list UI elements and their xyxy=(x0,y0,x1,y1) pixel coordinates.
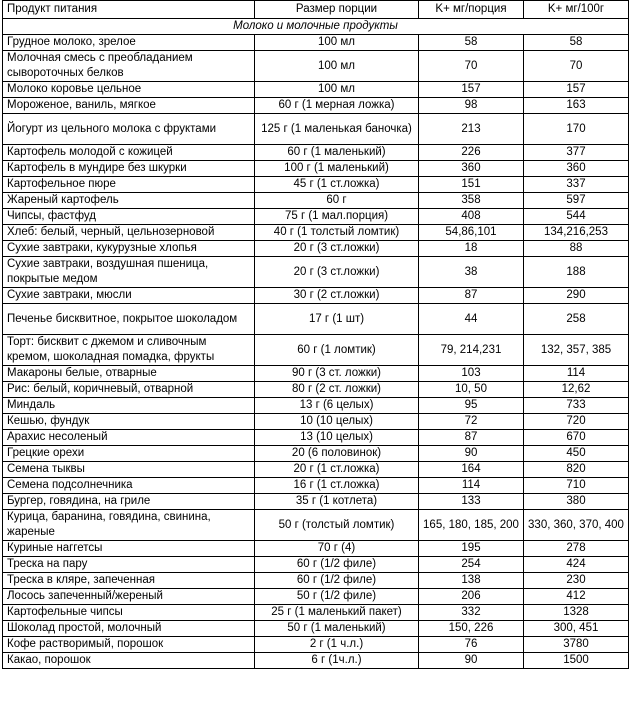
table-row xyxy=(3,541,629,557)
cell-portion: 80 г (2 ст. ложки) xyxy=(255,382,419,398)
cell-portion: 90 г (3 ст. ложки) xyxy=(255,366,419,382)
cell-k-portion: 213 xyxy=(419,114,524,145)
cell-product: Мороженое, ваниль, мягкое xyxy=(3,98,255,114)
table-row xyxy=(3,98,629,114)
cell-product: Бургер, говядина, на гриле xyxy=(3,494,255,510)
cell-product: Жареный картофель xyxy=(3,193,255,209)
cell-product: Треска на пару xyxy=(3,557,255,573)
cell-portion: 20 г (3 ст.ложки) xyxy=(255,241,419,257)
cell-product: Картофель в мундире без шкурки xyxy=(3,161,255,177)
table-row xyxy=(3,304,629,335)
cell-product: Грудное молоко, зрелое xyxy=(3,35,255,51)
cell-product: Семена подсолнечника xyxy=(3,478,255,494)
cell-portion: 100 мл xyxy=(255,51,419,82)
cell-product: Какао, порошок xyxy=(3,653,255,669)
cell-product: Картофель молодой с кожицей xyxy=(3,145,255,161)
cell-k-100g: 412 xyxy=(524,589,629,605)
cell-k-100g: 70 xyxy=(524,51,629,82)
table-row xyxy=(3,209,629,225)
cell-k-portion: 79, 214,231 xyxy=(419,335,524,366)
header-product: Продукт питания xyxy=(3,1,255,19)
cell-product: Куриные наггетсы xyxy=(3,541,255,557)
cell-k-100g: 278 xyxy=(524,541,629,557)
cell-k-portion: 138 xyxy=(419,573,524,589)
cell-k-100g: 670 xyxy=(524,430,629,446)
cell-k-portion: 38 xyxy=(419,257,524,288)
cell-k-100g: 170 xyxy=(524,114,629,145)
table-row xyxy=(3,557,629,573)
cell-product: Йогурт из цельного молока с фруктами xyxy=(3,114,255,145)
cell-k-portion: 332 xyxy=(419,605,524,621)
cell-k-100g: 424 xyxy=(524,557,629,573)
potassium-table xyxy=(2,0,629,669)
table-row xyxy=(3,161,629,177)
cell-k-100g: 380 xyxy=(524,494,629,510)
table-row xyxy=(3,193,629,209)
cell-k-portion: 195 xyxy=(419,541,524,557)
cell-k-portion: 87 xyxy=(419,430,524,446)
table-row xyxy=(3,446,629,462)
cell-k-100g: 188 xyxy=(524,257,629,288)
cell-k-100g: 544 xyxy=(524,209,629,225)
cell-portion: 75 г (1 мал.порция) xyxy=(255,209,419,225)
cell-portion: 35 г (1 котлета) xyxy=(255,494,419,510)
cell-k-portion: 408 xyxy=(419,209,524,225)
cell-portion: 125 г (1 маленькая баночка) xyxy=(255,114,419,145)
cell-k-portion: 58 xyxy=(419,35,524,51)
cell-portion: 30 г (2 ст.ложки) xyxy=(255,288,419,304)
cell-k-100g: 88 xyxy=(524,241,629,257)
cell-portion: 50 г (1 маленький) xyxy=(255,621,419,637)
cell-product: Курица, баранина, говядина, свинина, жареные xyxy=(3,510,255,541)
cell-k-portion: 18 xyxy=(419,241,524,257)
cell-portion: 100 мл xyxy=(255,35,419,51)
cell-product: Треска в кляре, запеченная xyxy=(3,573,255,589)
table-row xyxy=(3,398,629,414)
cell-product: Картофельное пюре xyxy=(3,177,255,193)
cell-portion: 13 (10 целых) xyxy=(255,430,419,446)
cell-k-100g: 720 xyxy=(524,414,629,430)
cell-k-portion: 95 xyxy=(419,398,524,414)
table-row xyxy=(3,145,629,161)
table-row xyxy=(3,288,629,304)
cell-k-portion: 103 xyxy=(419,366,524,382)
cell-k-portion: 226 xyxy=(419,145,524,161)
cell-k-100g: 330, 360, 370, 400 xyxy=(524,510,629,541)
cell-product: Молоко коровье цельное xyxy=(3,82,255,98)
cell-product: Кофе растворимый, порошок xyxy=(3,637,255,653)
cell-portion: 6 г (1ч.л.) xyxy=(255,653,419,669)
cell-k-portion: 133 xyxy=(419,494,524,510)
table-row xyxy=(3,35,629,51)
table-row xyxy=(3,605,629,621)
cell-k-100g: 163 xyxy=(524,98,629,114)
cell-portion: 60 г (1 ломтик) xyxy=(255,335,419,366)
cell-portion: 50 г (1/2 филе) xyxy=(255,589,419,605)
cell-product: Кешью, фундук xyxy=(3,414,255,430)
cell-portion: 25 г (1 маленький пакет) xyxy=(255,605,419,621)
table-row xyxy=(3,589,629,605)
cell-k-100g: 710 xyxy=(524,478,629,494)
cell-k-100g: 337 xyxy=(524,177,629,193)
cell-portion: 60 г (1/2 филе) xyxy=(255,573,419,589)
table-row xyxy=(3,82,629,98)
table-row xyxy=(3,637,629,653)
cell-portion: 40 г (1 толстый ломтик) xyxy=(255,225,419,241)
cell-k-portion: 76 xyxy=(419,637,524,653)
cell-k-portion: 151 xyxy=(419,177,524,193)
cell-k-portion: 360 xyxy=(419,161,524,177)
cell-product: Картофельные чипсы xyxy=(3,605,255,621)
cell-product: Миндаль xyxy=(3,398,255,414)
section-row xyxy=(3,19,629,35)
cell-k-100g: 3780 xyxy=(524,637,629,653)
header-portion: Размер порции xyxy=(255,1,419,19)
cell-k-100g: 1500 xyxy=(524,653,629,669)
cell-product: Хлеб: белый, черный, цельнозерновой xyxy=(3,225,255,241)
table-row xyxy=(3,335,629,366)
table-row xyxy=(3,621,629,637)
cell-portion: 100 г (1 маленький) xyxy=(255,161,419,177)
cell-k-100g: 300, 451 xyxy=(524,621,629,637)
cell-k-portion: 87 xyxy=(419,288,524,304)
cell-k-100g: 12,62 xyxy=(524,382,629,398)
cell-k-portion: 90 xyxy=(419,653,524,669)
cell-portion: 45 г (1 ст.ложка) xyxy=(255,177,419,193)
cell-portion: 20 (6 половинок) xyxy=(255,446,419,462)
section-title: Молоко и молочные продукты xyxy=(3,19,629,35)
cell-product: Макароны белые, отварные xyxy=(3,366,255,382)
cell-portion: 100 мл xyxy=(255,82,419,98)
header-k-portion: K+ мг/порция xyxy=(419,1,524,19)
cell-k-100g: 450 xyxy=(524,446,629,462)
cell-k-portion: 206 xyxy=(419,589,524,605)
cell-product: Грецкие орехи xyxy=(3,446,255,462)
cell-product: Печенье бисквитное, покрытое шоколадом xyxy=(3,304,255,335)
cell-k-100g: 58 xyxy=(524,35,629,51)
cell-portion: 50 г (толстый ломтик) xyxy=(255,510,419,541)
cell-k-100g: 134,216,253 xyxy=(524,225,629,241)
cell-portion: 70 г (4) xyxy=(255,541,419,557)
table-row xyxy=(3,414,629,430)
cell-portion: 60 г xyxy=(255,193,419,209)
table-row xyxy=(3,462,629,478)
table-row xyxy=(3,177,629,193)
cell-product: Рис: белый, коричневый, отварной xyxy=(3,382,255,398)
cell-k-portion: 150, 226 xyxy=(419,621,524,637)
cell-k-100g: 597 xyxy=(524,193,629,209)
cell-k-portion: 90 xyxy=(419,446,524,462)
header-row xyxy=(3,1,629,19)
cell-k-100g: 290 xyxy=(524,288,629,304)
table-row xyxy=(3,114,629,145)
cell-k-portion: 114 xyxy=(419,478,524,494)
cell-k-100g: 132, 357, 385 xyxy=(524,335,629,366)
cell-k-100g: 377 xyxy=(524,145,629,161)
cell-k-portion: 54,86,101 xyxy=(419,225,524,241)
cell-k-100g: 258 xyxy=(524,304,629,335)
header-k-100g: K+ мг/100г xyxy=(524,1,629,19)
cell-k-100g: 157 xyxy=(524,82,629,98)
cell-product: Сухие завтраки, воздушная пшеница, покрытые медом xyxy=(3,257,255,288)
cell-k-100g: 360 xyxy=(524,161,629,177)
cell-product: Лосось запеченный/жереный xyxy=(3,589,255,605)
table-row xyxy=(3,366,629,382)
table-row xyxy=(3,430,629,446)
cell-portion: 20 г (1 ст.ложка) xyxy=(255,462,419,478)
cell-k-portion: 164 xyxy=(419,462,524,478)
cell-k-100g: 733 xyxy=(524,398,629,414)
cell-k-portion: 98 xyxy=(419,98,524,114)
table-row xyxy=(3,653,629,669)
table-row xyxy=(3,225,629,241)
cell-portion: 20 г (3 ст.ложки) xyxy=(255,257,419,288)
cell-product: Семена тыквы xyxy=(3,462,255,478)
cell-product: Сухие завтраки, кукурузные хлопья xyxy=(3,241,255,257)
cell-k-100g: 114 xyxy=(524,366,629,382)
cell-k-100g: 1328 xyxy=(524,605,629,621)
cell-k-100g: 230 xyxy=(524,573,629,589)
cell-product: Арахис несоленый xyxy=(3,430,255,446)
cell-k-portion: 72 xyxy=(419,414,524,430)
table-row xyxy=(3,51,629,82)
cell-k-portion: 157 xyxy=(419,82,524,98)
cell-k-portion: 254 xyxy=(419,557,524,573)
cell-portion: 13 г (6 целых) xyxy=(255,398,419,414)
cell-portion: 16 г (1 ст.ложка) xyxy=(255,478,419,494)
cell-product: Молочная смесь с преобладанием сывороточных белков xyxy=(3,51,255,82)
table-row xyxy=(3,241,629,257)
table-row xyxy=(3,494,629,510)
cell-k-portion: 44 xyxy=(419,304,524,335)
table-row xyxy=(3,257,629,288)
cell-portion: 2 г (1 ч.л.) xyxy=(255,637,419,653)
table-row xyxy=(3,510,629,541)
table-row xyxy=(3,382,629,398)
cell-k-portion: 10, 50 xyxy=(419,382,524,398)
table-row xyxy=(3,573,629,589)
cell-portion: 10 (10 целых) xyxy=(255,414,419,430)
cell-product: Торт: бисквит с джемом и сливочным кремом, шоколадная помадка, фрукты xyxy=(3,335,255,366)
cell-portion: 60 г (1 мерная ложка) xyxy=(255,98,419,114)
cell-portion: 60 г (1/2 филе) xyxy=(255,557,419,573)
cell-portion: 17 г (1 шт) xyxy=(255,304,419,335)
cell-k-portion: 358 xyxy=(419,193,524,209)
cell-product: Чипсы, фастфуд xyxy=(3,209,255,225)
cell-product: Сухие завтраки, мюсли xyxy=(3,288,255,304)
cell-k-portion: 165, 180, 185, 200 xyxy=(419,510,524,541)
cell-product: Шоколад простой, молочный xyxy=(3,621,255,637)
cell-k-portion: 70 xyxy=(419,51,524,82)
table-row xyxy=(3,478,629,494)
cell-k-100g: 820 xyxy=(524,462,629,478)
cell-portion: 60 г (1 маленький) xyxy=(255,145,419,161)
